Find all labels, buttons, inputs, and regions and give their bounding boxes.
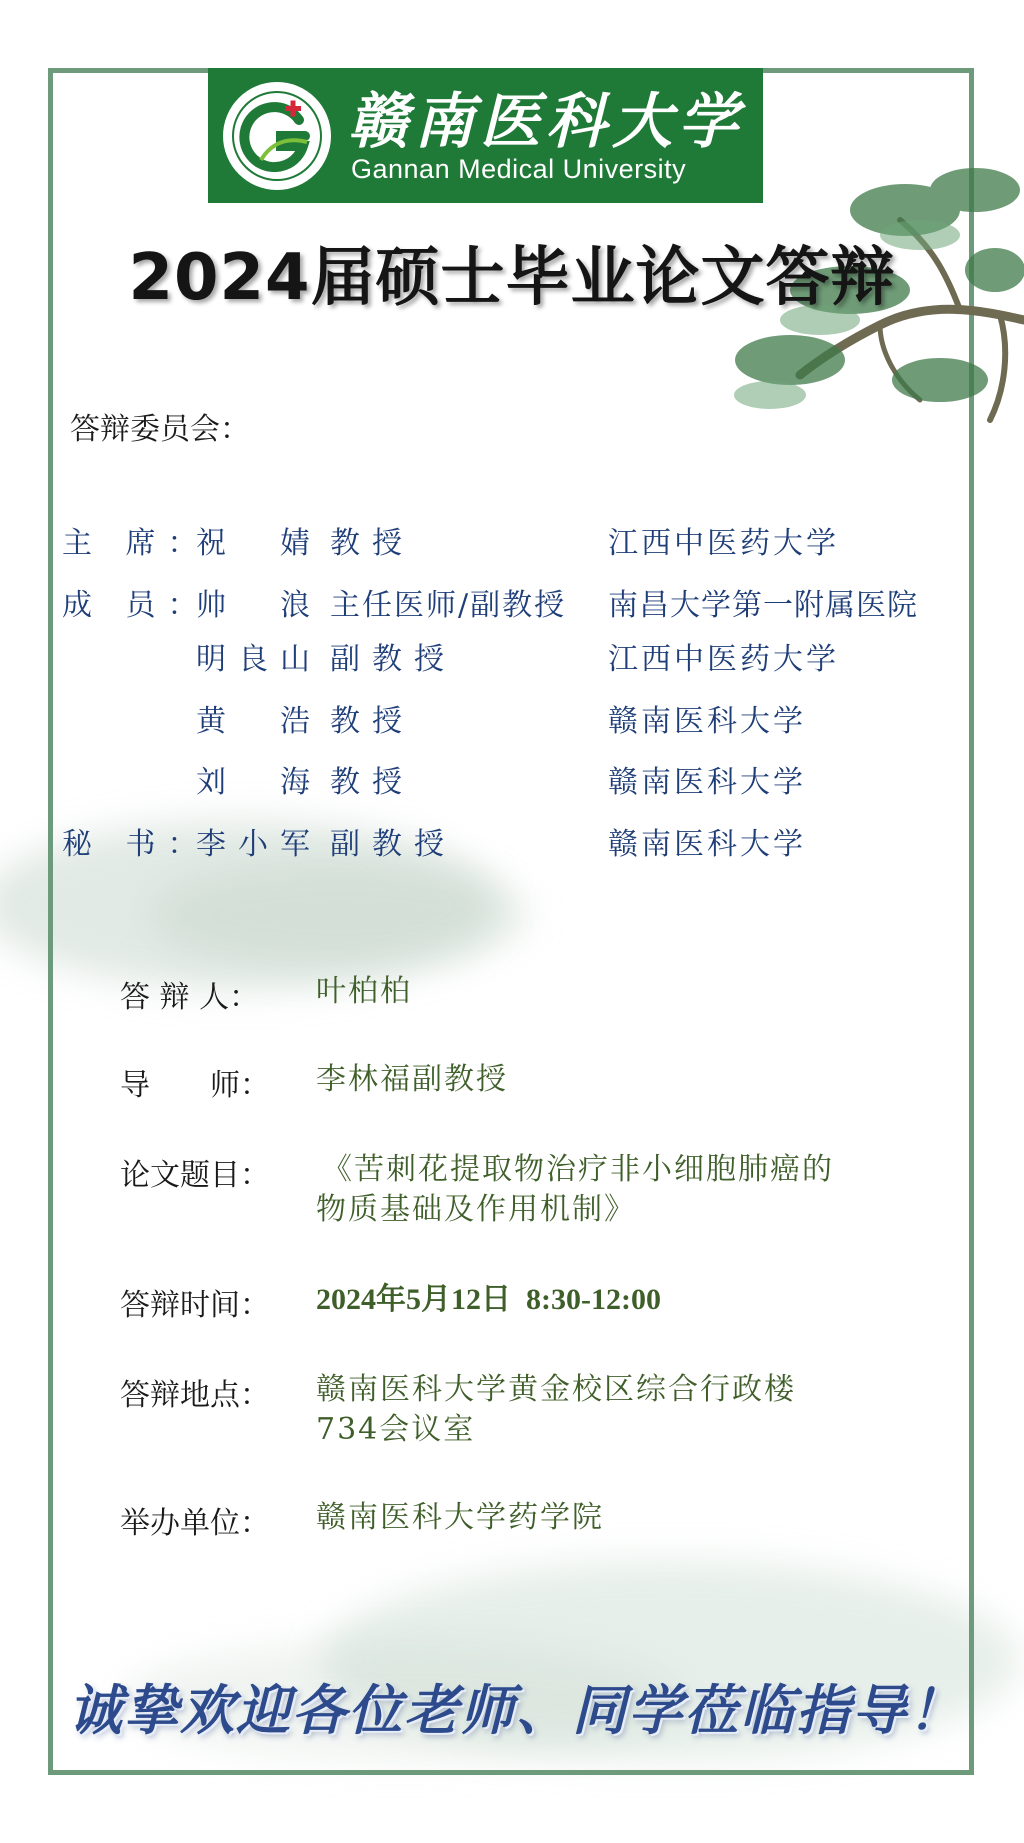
thesis-title-line2: 物质基础及作用机制》	[316, 1192, 636, 1227]
host-label: 举办单位：	[120, 1506, 270, 1541]
committee-member-org: 江西中医药大学	[608, 642, 839, 677]
university-name-cn: 赣南医科大学	[348, 87, 744, 157]
defense-time: 2024年5月12日 8:30-12:00	[316, 1283, 661, 1316]
committee-member-org: 赣南医科大学	[608, 704, 806, 739]
committee-member-name: 李小军	[196, 827, 322, 862]
committee-role: 主 席：	[62, 526, 210, 561]
host-unit: 赣南医科大学药学院	[316, 1500, 604, 1535]
committee-member-title: 副教授	[330, 642, 456, 677]
committee-member-name: 帅 浪	[196, 588, 322, 623]
committee-member-title: 主任医师/副教授	[330, 588, 567, 623]
committee-heading: 答辩委员会：	[70, 412, 250, 447]
defender-name: 叶柏柏	[316, 974, 412, 1009]
thesis-label: 论文题目：	[120, 1158, 270, 1193]
committee-row	[0, 580, 1024, 623]
defense-place-line1: 赣南医科大学黄金校区综合行政楼	[316, 1372, 796, 1407]
committee-member-title: 教授	[330, 765, 414, 800]
committee-member-org: 赣南医科大学	[608, 827, 806, 862]
place-label: 答辩地点：	[120, 1378, 270, 1413]
committee-role: 秘 书：	[62, 827, 210, 862]
committee-member-org: 南昌大学第一附属医院	[608, 588, 918, 623]
welcome-slogan: 诚挚欢迎各位老师、同学莅临指导！	[68, 1679, 964, 1742]
page-title: 2024届硕士毕业论文答辩	[128, 241, 896, 315]
defender-label: 答 辩 人：	[120, 980, 260, 1015]
university-seal-icon	[221, 80, 333, 192]
committee-role: 成 员：	[62, 588, 210, 623]
committee-member-name: 黄 浩	[196, 704, 322, 739]
committee-member-org: 赣南医科大学	[608, 765, 806, 800]
committee-member-title: 教授	[330, 526, 414, 561]
advisor-label: 导 师：	[120, 1068, 270, 1103]
committee-member-name: 刘 海	[196, 765, 322, 800]
committee-row	[0, 819, 1024, 862]
time-label: 答辩时间：	[120, 1288, 270, 1323]
committee-row	[0, 518, 1024, 561]
committee-member-name: 祝 婧	[196, 526, 322, 561]
committee-member-name: 明良山	[196, 642, 322, 677]
committee-member-org: 江西中医药大学	[608, 526, 839, 561]
committee-member-title: 教授	[330, 704, 414, 739]
committee-row	[0, 696, 1024, 739]
advisor-name: 李林福副教授	[316, 1062, 508, 1097]
thesis-title-line1: 《苦刺花提取物治疗非小细胞肺癌的	[322, 1152, 834, 1187]
defense-place-line2: 734会议室	[316, 1412, 476, 1447]
university-name-en: Gannan Medical University	[351, 154, 687, 184]
committee-row	[0, 757, 1024, 800]
committee-row	[0, 634, 1024, 677]
university-logo-banner	[208, 68, 763, 203]
committee-member-title: 副教授	[330, 827, 456, 862]
